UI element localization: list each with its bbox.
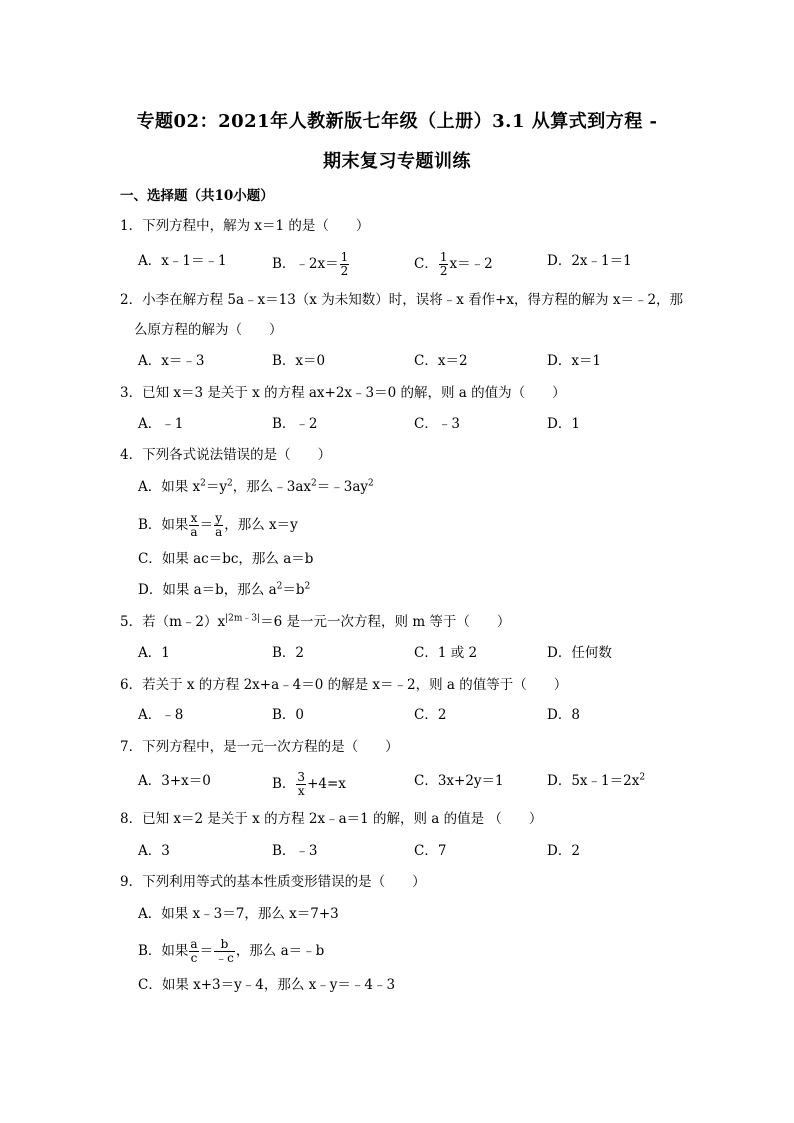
question-6-option-b: B．0 bbox=[272, 707, 305, 723]
question-2-option-b: B．x＝0 bbox=[272, 353, 326, 369]
question-3-option-a: A．﹣1 bbox=[138, 416, 184, 432]
question-9-option-c: C．如果 x+3＝y﹣4，那么 x﹣y＝﹣4﹣3 bbox=[138, 977, 396, 993]
fraction: $\frac{b}{﹣c}$ bbox=[215, 937, 234, 965]
question-4-option-a: A．如果 $x^2=y^2$，那么$﹣3ax^2=﹣3ay^2$ bbox=[138, 478, 374, 495]
question-4-stem: 4．下列各式说法错误的是（ ） bbox=[120, 447, 332, 463]
question-3-option-c: C．﹣3 bbox=[414, 416, 460, 432]
question-6-option-c: C．2 bbox=[414, 707, 447, 723]
fraction: $\frac{1}{2}$ bbox=[439, 250, 448, 278]
question-3-option-b: B．﹣2 bbox=[272, 416, 318, 432]
question-7-option-d: D．$5x﹣1=2x^2$ bbox=[547, 772, 646, 789]
document-subtitle: 期末复习专题训练 bbox=[323, 151, 471, 172]
question-5-option-d: D．任何数 bbox=[547, 645, 612, 661]
question-5-stem: 5．若$(m﹣2)x^{|2m﹣3|}=6$ 是一元一次方程，则 m 等于（ ） bbox=[120, 613, 511, 630]
question-4-option-d: D．如果 a＝b，那么 $a^2=b^2$ bbox=[138, 581, 311, 598]
question-9-option-b: B．如果 $\frac{a}{c}$ ＝ $\frac{b}{﹣c}$ ，那么 a＝﹣b bbox=[138, 937, 325, 965]
fraction: $\frac{a}{c}$ bbox=[190, 937, 198, 965]
question-7-option-b: B． $\frac{3}{x}$ +4=x bbox=[272, 770, 346, 798]
question-6-stem: 6．若关于 x 的方程 2x+a﹣4＝0 的解是 x＝﹣2，则 a 的值等于（ ） bbox=[120, 677, 568, 693]
question-1-option-c: C． $\frac{1}{2}$ x＝﹣2 bbox=[414, 250, 493, 278]
question-7-option-c: C．3x+2y＝1 bbox=[414, 773, 504, 789]
question-1-option-b: B．﹣2x＝ $\frac{1}{2}$ bbox=[272, 250, 349, 278]
question-2-option-c: C．x＝2 bbox=[414, 353, 468, 369]
question-9-stem: 9．下列利用等式的基本性质变形错误的是（ ） bbox=[120, 874, 426, 890]
fraction: $\frac{x}{a}$ bbox=[190, 511, 198, 539]
question-4-option-b: B．如果 $\frac{x}{a}$ ＝ $\frac{y}{a}$ ，那么 x＝y bbox=[138, 511, 298, 539]
question-2-stem-cont: 么原方程的解为（ ） bbox=[134, 322, 283, 338]
question-6-option-d: D．8 bbox=[547, 707, 580, 723]
fraction: $\frac{y}{a}$ bbox=[215, 511, 223, 539]
question-6-option-a: A．﹣8 bbox=[138, 707, 184, 723]
question-8-stem: 8．已知 x＝2 是关于 x 的方程 2x﹣a＝1 的解，则 a 的值是 （ ） bbox=[120, 811, 543, 827]
question-8-option-c: C．7 bbox=[414, 843, 447, 859]
question-1-option-d: D．2x﹣1＝1 bbox=[547, 253, 632, 269]
question-2-option-d: D．x＝1 bbox=[547, 353, 602, 369]
question-2-stem: 2．小李在解方程 5a﹣x＝13（x 为未知数）时，误将﹣x 看作+x，得方程的解为 x＝﹣2，那 bbox=[120, 292, 684, 308]
question-7-option-a: A．3+x＝0 bbox=[138, 773, 211, 789]
question-7-stem: 7．下列方程中，是一元一次方程的是（ ） bbox=[120, 739, 399, 755]
question-5-option-b: B．2 bbox=[272, 645, 305, 661]
question-3-stem: 3．已知 x＝3 是关于 x 的方程 ax+2x﹣3＝0 的解，则 a 的值为（ ） bbox=[120, 385, 566, 401]
question-4-option-c: C．如果 ac＝bc，那么 a＝b bbox=[138, 551, 314, 567]
question-2-option-a: A．x＝﹣3 bbox=[138, 353, 205, 369]
question-5-option-a: A．1 bbox=[138, 645, 170, 661]
question-1-stem: 1．下列方程中，解为 x＝1 的是（ ） bbox=[120, 218, 370, 234]
question-5-option-c: C．1 或 2 bbox=[414, 645, 478, 661]
question-8-option-a: A．3 bbox=[138, 843, 170, 859]
question-3-option-d: D．1 bbox=[547, 416, 580, 432]
question-1-option-a: A．x﹣1＝﹣1 bbox=[138, 253, 227, 269]
document-title: 专题02：2021年人教新版七年级（上册）3.1 从算式到方程 - bbox=[136, 111, 658, 132]
fraction: $\frac{3}{x}$ bbox=[297, 770, 306, 798]
section-heading: 一、选择题（共10小题） bbox=[120, 188, 274, 204]
question-8-option-d: D．2 bbox=[547, 843, 580, 859]
question-9-option-a: A．如果 x﹣3＝7，那么 x＝7+3 bbox=[138, 906, 339, 922]
question-8-option-b: B．﹣3 bbox=[272, 843, 318, 859]
fraction: $\frac{1}{2}$ bbox=[340, 250, 349, 278]
